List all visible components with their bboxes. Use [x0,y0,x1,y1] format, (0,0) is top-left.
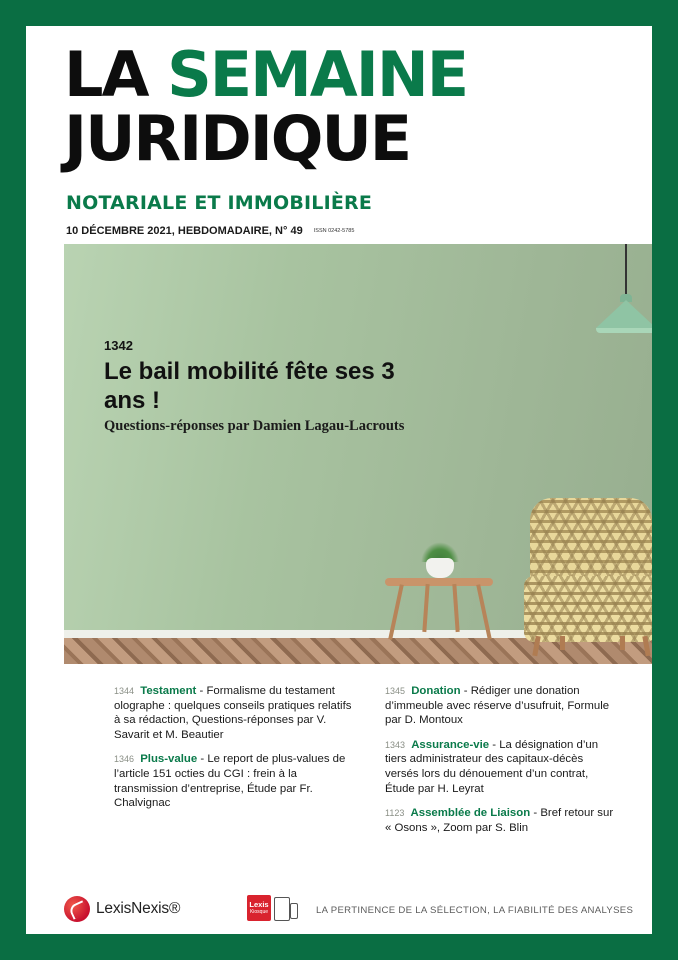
item-number: 1344 [114,686,135,696]
chair-leg [560,636,565,650]
item-text: - Formalisme du testament olographe : quelques conseils pratiques relatifs à sa rédaction, Questions-réponses par V. Savarit et M. Beautier [114,685,352,741]
masthead-word-semaine: SEMAINE [167,38,468,111]
cover-story-number: 1342 [104,338,133,353]
table-leg [422,584,429,632]
cover-photo [64,244,652,664]
summary-item [385,684,617,728]
summary-item [114,684,359,742]
cover-story [104,338,424,435]
item-text: - Rédiger une donation d’immeuble avec réserve d’usufruit, Formule par D. Montoux [385,685,610,727]
item-number: 1346 [114,754,135,765]
cover-story-title: Le bail mobilité fête ses 3 ans ! [104,358,395,414]
issue-date: 10 DÉCEMBRE 2021, HEBDOMADAIRE, N° 49 [66,225,303,237]
summary-column-left [114,684,359,845]
masthead-word-juridique: JURIDIQUE [64,102,411,175]
chair-leg [620,636,625,650]
issue-line [66,225,354,237]
cover-story-byline: Questions-réponses par Damien Lagau-Lacrouts [104,418,405,434]
summary-item [385,738,617,796]
item-heading: Assurance-vie [411,738,490,751]
masthead [64,38,468,175]
plant-pot [426,558,454,578]
item-text: - Bref retour sur « Osons », Zoom par S. Blin [385,807,614,834]
pendant-lamp-icon [596,300,652,328]
armchair-seat [524,576,652,642]
issn: ISSN 0242-5785 [313,228,355,235]
edition-subtitle: NOTARIALE ET IMMOBILIÈRE [66,192,373,214]
item-number: 1345 [385,686,406,696]
item-number: 1123 [385,808,405,819]
lexis-kiosque-badge: Lexis Kiosque [247,895,271,921]
item-heading: Plus-value [140,753,198,766]
publisher-name: LexisNexis® [96,900,181,917]
masthead-word-la: LA [64,38,148,111]
item-heading: Donation [411,685,461,697]
item-number: 1343 [385,739,406,750]
item-heading: Assemblée de Liaison [410,807,531,820]
tagline: LA PERTINENCE DE LA SÉLECTION, LA FIABILITÉ DES ANALYSES [316,905,634,916]
magazine-cover [26,26,652,934]
lamp-shade-rim [596,328,652,333]
lexisnexis-logo-icon [64,896,90,922]
item-heading: Testament [140,685,197,697]
phone-icon [290,903,298,919]
table-leg [452,584,459,632]
footer [64,896,634,922]
item-text: - Le report de plus-values de l’article 151 octies du CGI : frein à la transmission d’entreprise, Étude par Fr. Chalvignac [114,753,346,810]
summary-item [385,806,617,835]
tablet-icon [274,897,290,921]
summary-item [114,752,359,810]
summary [114,684,624,845]
summary-column-right [385,684,617,845]
item-text: - La désignation d’un tiers administrateur des capitaux-décès versés lors du dénouement d’un contrat, Étude par H. Leyrat [385,738,599,795]
